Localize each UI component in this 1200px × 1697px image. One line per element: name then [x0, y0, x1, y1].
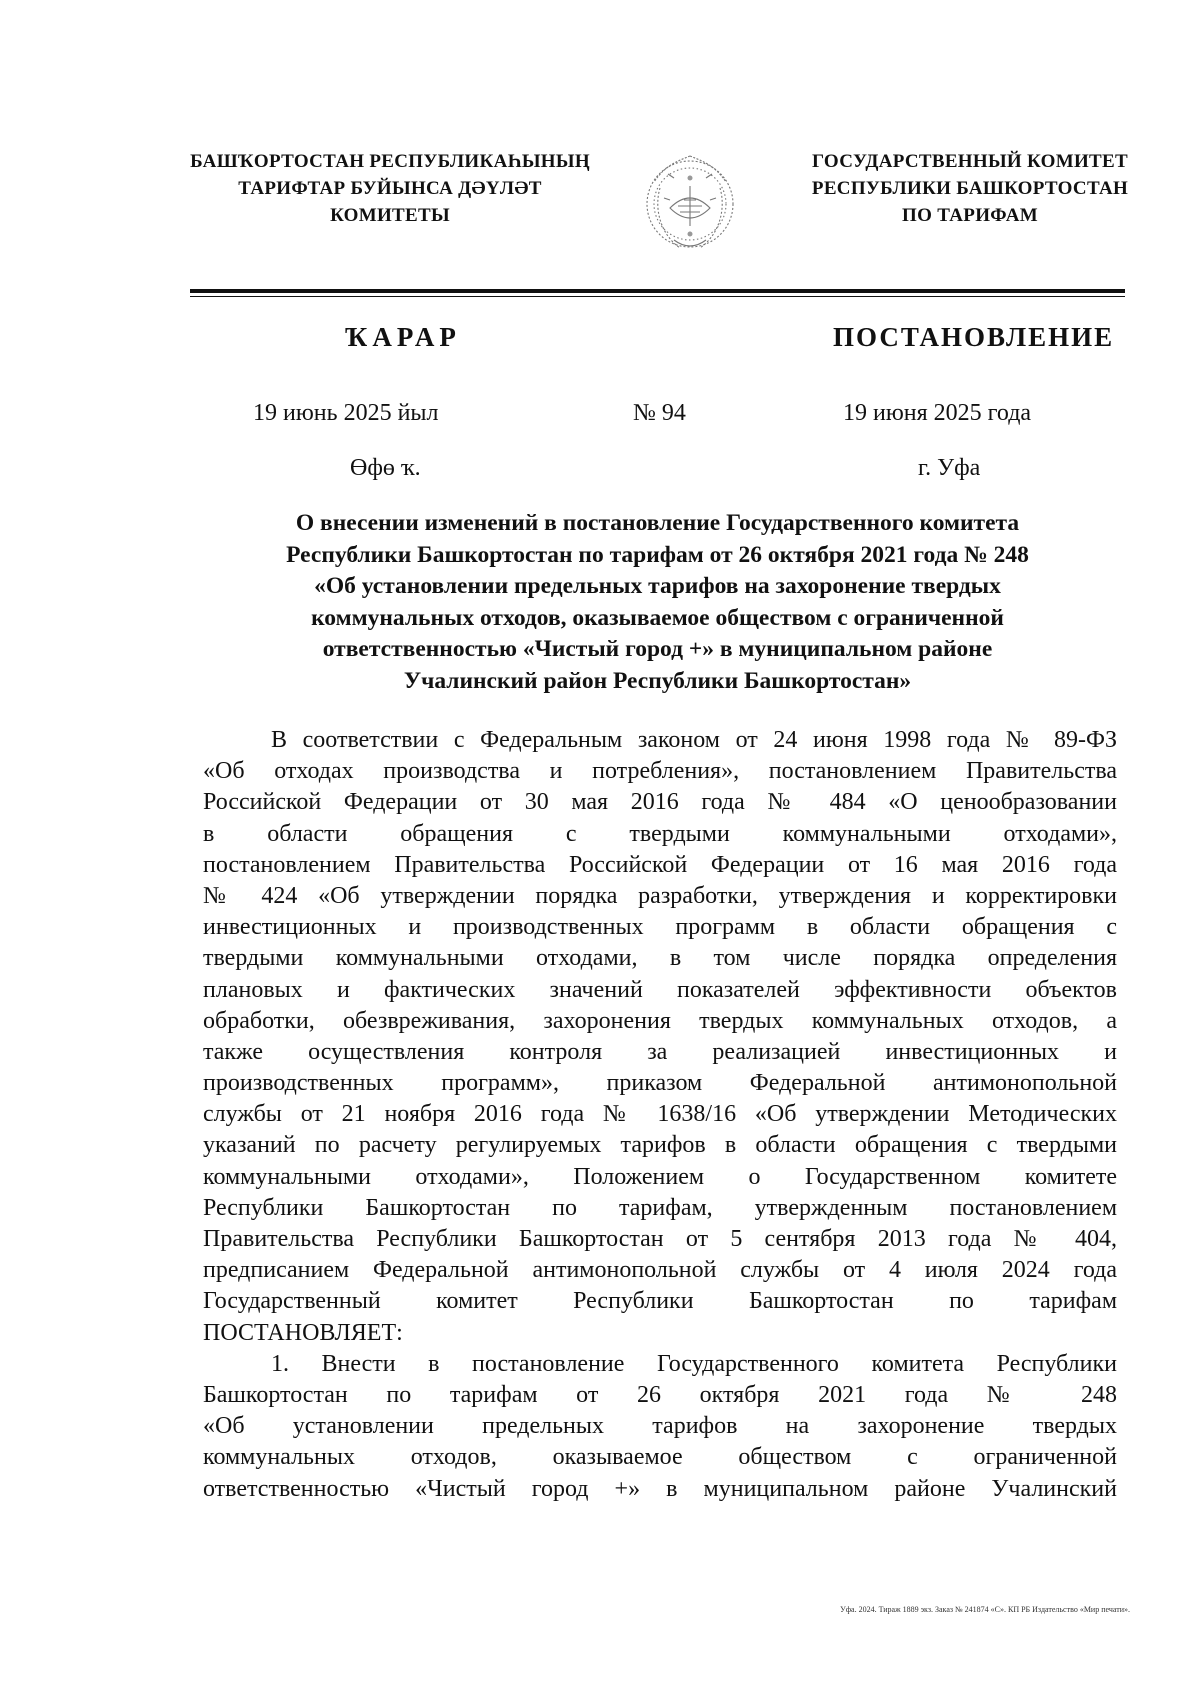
body-line: коммунальными отходами», Положением о Государственном комитете: [203, 1163, 1117, 1190]
header-russian-line: ПО ТАРИФАМ: [902, 205, 1038, 226]
title-line: «Об установлении предельных тарифов на захоронение твердых: [314, 573, 1001, 599]
body-line: постановлением Правительства Российской Федерации от 16 мая 2016 года: [203, 851, 1117, 878]
body-line: Башкортостан по тарифам от 26 октября 2021 года № 248: [203, 1381, 1117, 1408]
header-russian-line: РЕСПУБЛИКИ БАШКОРТОСТАН: [811, 178, 1129, 199]
body-line: обработки, обезвреживания, захоронения твердых коммунальных отходов, а: [203, 1007, 1117, 1034]
body-line: указаний по расчету регулируемых тарифов в области обращения с твердыми: [203, 1132, 1117, 1159]
header-bashkir-line: БАШҠОРТОСТАН РЕСПУБЛИКАҺЫНЫҢ: [190, 151, 590, 172]
body-line: инвестиционных и производственных программ в области обращения с: [203, 914, 1117, 941]
body-line: «Об отходах производства и потребления», постановлением Правительства: [203, 758, 1117, 785]
body-line: твердыми коммунальными отходами, в том числе порядка определения: [203, 945, 1117, 972]
body-line: 1. Внести в постановление Государственного комитета Республики: [271, 1350, 1117, 1377]
date-russian: 19 июня 2025 года: [843, 400, 1032, 426]
header-bashkir-authority: [180, 148, 600, 229]
coat-of-arms-icon: [640, 148, 740, 260]
header-bashkir-line: ТАРИФТАР БУЙЫНСА ДӘҮЛӘТ: [238, 178, 542, 199]
body-line: предписанием Федеральной антимонопольной службы от 4 июля 2024 года: [203, 1257, 1117, 1284]
body-line: производственных программ», приказом Федеральной антимонопольной: [203, 1070, 1117, 1097]
body-line: «Об установлении предельных тарифов на захоронение твердых: [203, 1413, 1117, 1440]
body-line: коммунальных отходов, оказываемое обществом с ограниченной: [203, 1444, 1117, 1471]
body-line: Республики Башкортостан по тарифам, утвержденным постановлением: [203, 1194, 1117, 1221]
body-line: ответственностью «Чистый город +» в муниципальном районе Учалинский: [203, 1475, 1117, 1502]
header-russian-line: ГОСУДАРСТВЕННЫЙ КОМИТЕТ: [812, 151, 1128, 172]
body-line: Государственный комитет Республики Башкортостан по тарифам: [203, 1288, 1117, 1315]
body-line: В соответствии с Федеральным законом от 24 июня 1998 года № 89-ФЗ: [271, 727, 1117, 753]
header-russian-authority: [780, 148, 1160, 229]
body-line: в области обращения с твердыми коммунальными отходами»,: [203, 820, 1117, 847]
document-body: [203, 725, 1117, 1505]
header-bashkir-line: КОМИТЕТЫ: [330, 205, 450, 226]
document-title: [190, 508, 1125, 697]
title-line: ответственностью «Чистый город +» в муниципальном районе: [322, 636, 993, 662]
body-line: плановых и фактических значений показателей эффективности объектов: [203, 976, 1117, 1003]
body-line: ПОСТАНОВЛЯЕТ:: [203, 1319, 403, 1346]
document-number: № 94: [633, 400, 686, 426]
print-imprint: Уфа. 2024. Тираж 1889 экз. Заказ № 241874 «С». КП РБ Издательство «Мир печати».: [840, 1605, 1130, 1614]
body-line: № 424 «Об утверждении порядка разработки, утверждения и корректировки: [203, 882, 1117, 909]
title-line: О внесении изменений в постановление Государственного комитета: [295, 510, 1020, 536]
doc-type-bashkir: ҠАРАР: [345, 322, 461, 352]
header-divider-thin: [190, 296, 1125, 297]
date-bashkir: 19 июнь 2025 йыл: [253, 400, 439, 426]
body-line: также осуществления контроля за реализацией инвестиционных и: [203, 1038, 1117, 1065]
doc-type-russian: ПОСТАНОВЛЕНИЕ: [833, 322, 1115, 352]
title-line: коммунальных отходов, оказываемое обществом с ограниченной: [311, 604, 1004, 631]
city-bashkir: Өфө ҡ.: [350, 455, 421, 481]
city-russian: г. Уфа: [918, 455, 981, 481]
body-line: Российской Федерации от 30 мая 2016 года № 484 «О ценообразовании: [203, 789, 1117, 816]
title-line: Учалинский район Республики Башкортостан»: [403, 667, 912, 694]
body-line: службы от 21 ноября 2016 года № 1638/16 «Об утверждении Методических: [203, 1101, 1117, 1128]
title-line: Республики Башкортостан по тарифам от 26 октября 2021 года № 248: [286, 541, 1029, 568]
header-divider-thick: [190, 289, 1125, 293]
body-line: Правительства Республики Башкортостан от 5 сентября 2013 года № 404,: [203, 1226, 1117, 1252]
